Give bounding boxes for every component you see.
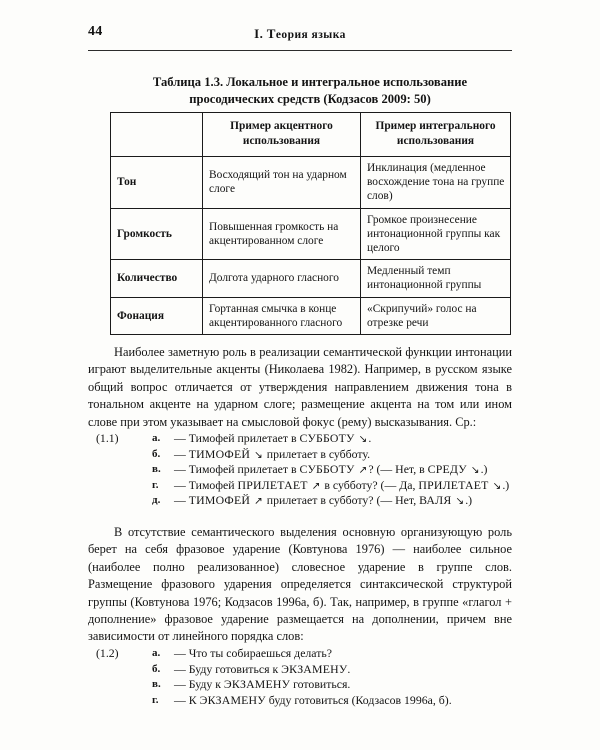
table-header-integral: Пример интегрального использования: [361, 113, 511, 157]
example-text: — К ЭКЗАМЕНУ буду готовиться (Кодзасов 1996а, б).: [174, 692, 452, 707]
example-text: — Тимофей ПРИЛЕТАЕТ ↗ в субботу? (— Да, ПРИЛЕТАЕТ ↘.): [174, 477, 510, 492]
table-caption-line-1: Таблица 1.3. Локальное и интегральное использование: [152, 75, 468, 89]
body-paragraph-1: Наиболее заметную роль в реализации семантической функции интонации играют выделительные акценты (Николаева 1982). Например, в русском языке общий вопрос отличается от утверждения направлением движения тона в тональном акценте на ударном слоге; размещение акцента на том или ином слове при этом указывает на смысловой фокус (рему) высказывания. Ср.:: [88, 345, 512, 429]
table-row-label: Тон: [111, 157, 203, 209]
example-letter: г.: [152, 693, 159, 706]
example-line: [88, 662, 512, 678]
table-cell-accent: Повышенная громкость на акцентированном слоге: [203, 208, 361, 260]
example-text: — Что ты собираешься делать?: [174, 646, 333, 660]
example-line: [88, 447, 512, 463]
example-text: — Тимофей прилетает в СУББОТУ ↗? (— Нет, в СРЕДУ ↘.): [174, 462, 488, 477]
example-line: [88, 462, 512, 478]
example-letter: а.: [152, 647, 161, 659]
table-cell-integral: Инклинация (медленное восхождение тона на группе слов): [361, 157, 511, 209]
example-text: — Буду к ЭКЗАМЕНУ готовиться.: [174, 677, 351, 692]
example-number: (1.1): [96, 431, 119, 445]
table-row: [111, 297, 511, 334]
table-header-corner: [111, 113, 203, 157]
table-caption: [110, 74, 510, 107]
example-block-1-1: [88, 431, 512, 509]
example-letter: б.: [152, 662, 161, 675]
running-title: I. Теория языка: [254, 26, 346, 41]
table-row-label: Громкость: [111, 208, 203, 260]
table-row: [111, 208, 511, 260]
table-row-label: Количество: [111, 260, 203, 297]
example-letter: д.: [152, 494, 161, 507]
table-cell-integral: Медленный темп интонационной группы: [361, 260, 511, 297]
header-rule: [88, 50, 512, 51]
example-letter: г.: [152, 478, 159, 491]
table-cell-accent: Восходящий тон на ударном слоге: [203, 157, 361, 209]
example-line: [88, 677, 512, 693]
table-cell-integral: Громкое произнесение интонационной группы как целого: [361, 208, 511, 260]
example-line: [88, 693, 512, 709]
example-text: — Буду готовиться к ЭКЗАМЕНУ.: [174, 661, 351, 676]
example-line: [88, 493, 512, 509]
table-cell-accent: Долгота ударного гласного: [203, 260, 361, 297]
example-line: [88, 431, 512, 447]
example-line: [88, 478, 512, 494]
example-block-1-2: [88, 646, 512, 708]
prosody-table: [110, 112, 511, 335]
body-paragraph-2: В отсутствие семантического выделения основную организующую роль берет на себя фразовое ударение (Ковтунова 1976) — наиболее сильное (наиболее полно реализованное) словесное ударение в группе слов. Размещение фразового ударения определяется синтаксической структурой группы (Ковтунова 1976; Кодзасов 1996а, б). Так, например, в группе «глагол + дополнение» фразовое ударение размещается на дополнении, причем вне зависимости от линейного порядка слов:: [88, 525, 512, 644]
example-number: (1.2): [96, 646, 119, 660]
example-letter: а.: [152, 432, 161, 444]
table-row: [111, 260, 511, 297]
example-line: [88, 646, 512, 662]
example-letter: в.: [152, 463, 161, 476]
table-cell-accent: Гортанная смычка в конце акцентированного гласного: [203, 297, 361, 334]
example-letter: б.: [152, 447, 161, 460]
table-cell-integral: «Скрипучий» голос на отрезке речи: [361, 297, 511, 334]
example-text: — Тимофей прилетает в СУББОТУ ↘.: [174, 431, 372, 445]
example-text: — ТИМОФЕЙ ↘ прилетает в субботу.: [174, 446, 371, 461]
table-caption-line-2: просодических средств (Кодзасов 2009: 50): [189, 91, 431, 106]
page-number: 44: [88, 24, 103, 39]
table-header-row: [111, 113, 511, 157]
running-head: [88, 24, 512, 46]
example-text: — ТИМОФЕЙ ↗ прилетает в субботу? (— Нет, ВАЛЯ ↘.): [174, 493, 473, 508]
table-row: [111, 157, 511, 209]
table-header-accent: Пример акцентного использования: [203, 113, 361, 157]
table-row-label: Фонация: [111, 297, 203, 334]
example-letter: в.: [152, 678, 161, 691]
